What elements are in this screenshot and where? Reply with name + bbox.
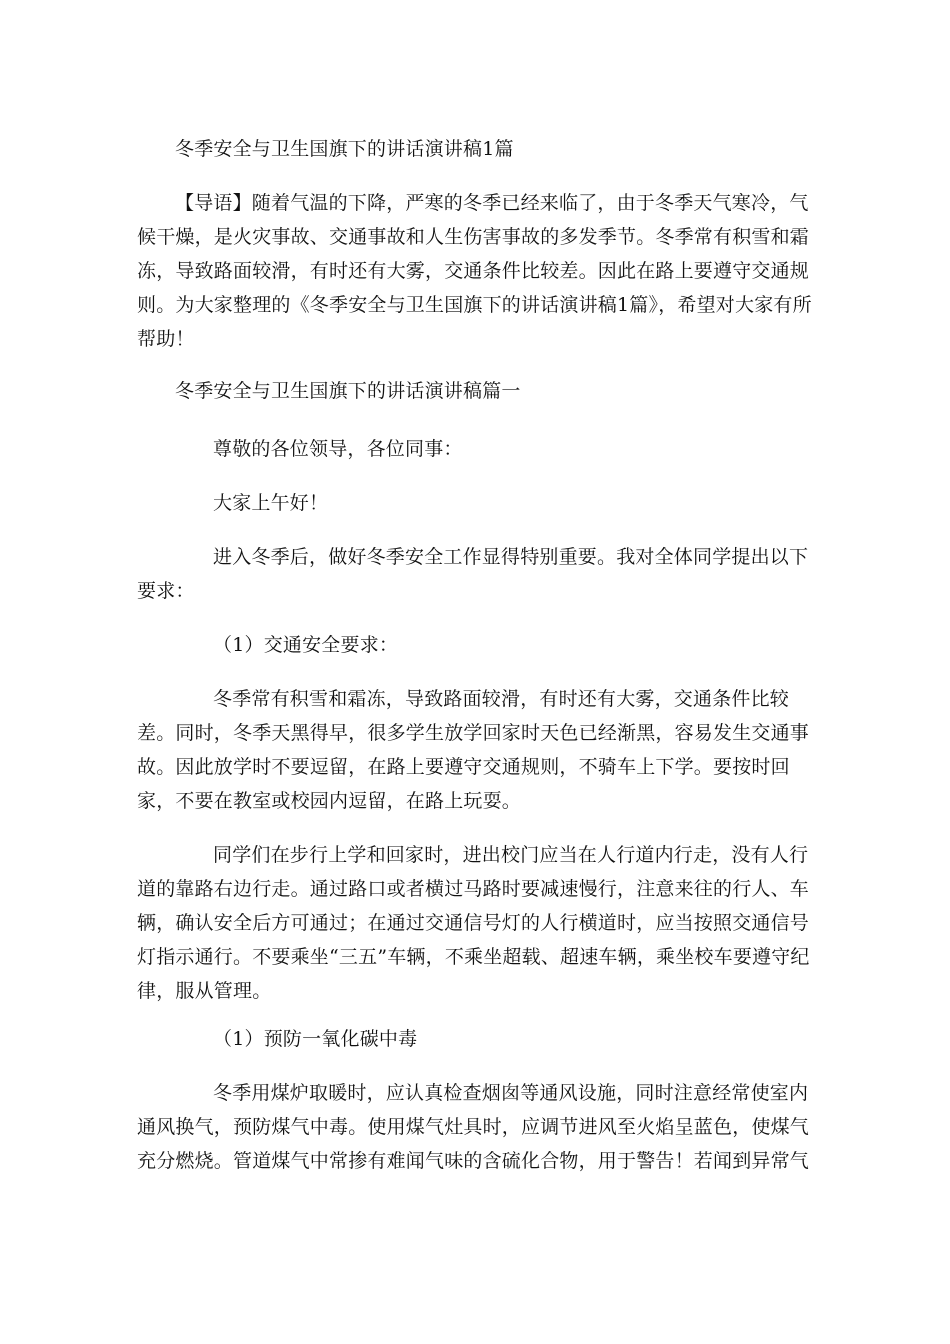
heading-traffic-safety: （1）交通安全要求： (213, 634, 399, 656)
intro-requirements-paragraph: 进入冬季后，做好冬季安全工作显得特别重要。我对全体同学提出以下要求： (137, 546, 809, 602)
traffic-paragraph-1: 冬季常有积雪和霜冻，导致路面较滑，有时还有大雾，交通条件比较差。同时，冬季天黑得早，很多学生放学回家时天色已经渐黑，容易发生交通事故。因此放学时不要逗留，在路上要遵守交通规则，不骑车上下学。要按时回家，不要在教室或校园内逗留，在路上玩耍。 (137, 688, 810, 812)
traffic-paragraph-2: 同学们在步行上学和回家时，进出校门应当在人行道内行走，没有人行道的靠路右边行走。通过路口或者横过马路时要减速慢行，注意来往的行人、车辆，确认安全后方可通过；在通过交通信号灯的人行横道时，应当按照交通信号灯指示通行。不要乘坐“三五”车辆，不乘坐超载、超速车辆，乘坐校车要遵守纪律，服从管理。 (137, 844, 810, 1002)
morning-greeting: 大家上午好！ (213, 492, 329, 514)
co-prevention-paragraph: 冬季用煤炉取暖时，应认真检查烟囱等通风设施，同时注意经常使室内通风换气，预防煤气中毒。使用煤气灶具时，应调节进风至火焰呈蓝色，使煤气充分燃烧。管道煤气中常掺有难闻气味的含硫化合物，用于警告！若闻到异常气 (137, 1082, 810, 1172)
heading-co-prevention: （1）预防一氧化碳中毒 (213, 1028, 418, 1050)
intro-paragraph: 【导语】随着气温的下降，严寒的冬季已经来临了，由于冬季天气寒冷，气候干燥，是火灾事故、交通事故和人生伤害事故的多发季节。冬季常有积雪和霜冻，导致路面较滑，有时还有大雾，交通条件比较差。因此在路上要遵守交通规则。为大家整理的《冬季安全与卫生国旗下的讲话演讲稿1篇》，希望对大家有所帮助！ (137, 192, 812, 350)
document-title: 冬季安全与卫生国旗下的讲话演讲稿1篇 (175, 138, 514, 160)
section-title: 冬季安全与卫生国旗下的讲话演讲稿篇一 (175, 380, 521, 402)
greeting-line: 尊敬的各位领导，各位同事： (213, 438, 463, 460)
